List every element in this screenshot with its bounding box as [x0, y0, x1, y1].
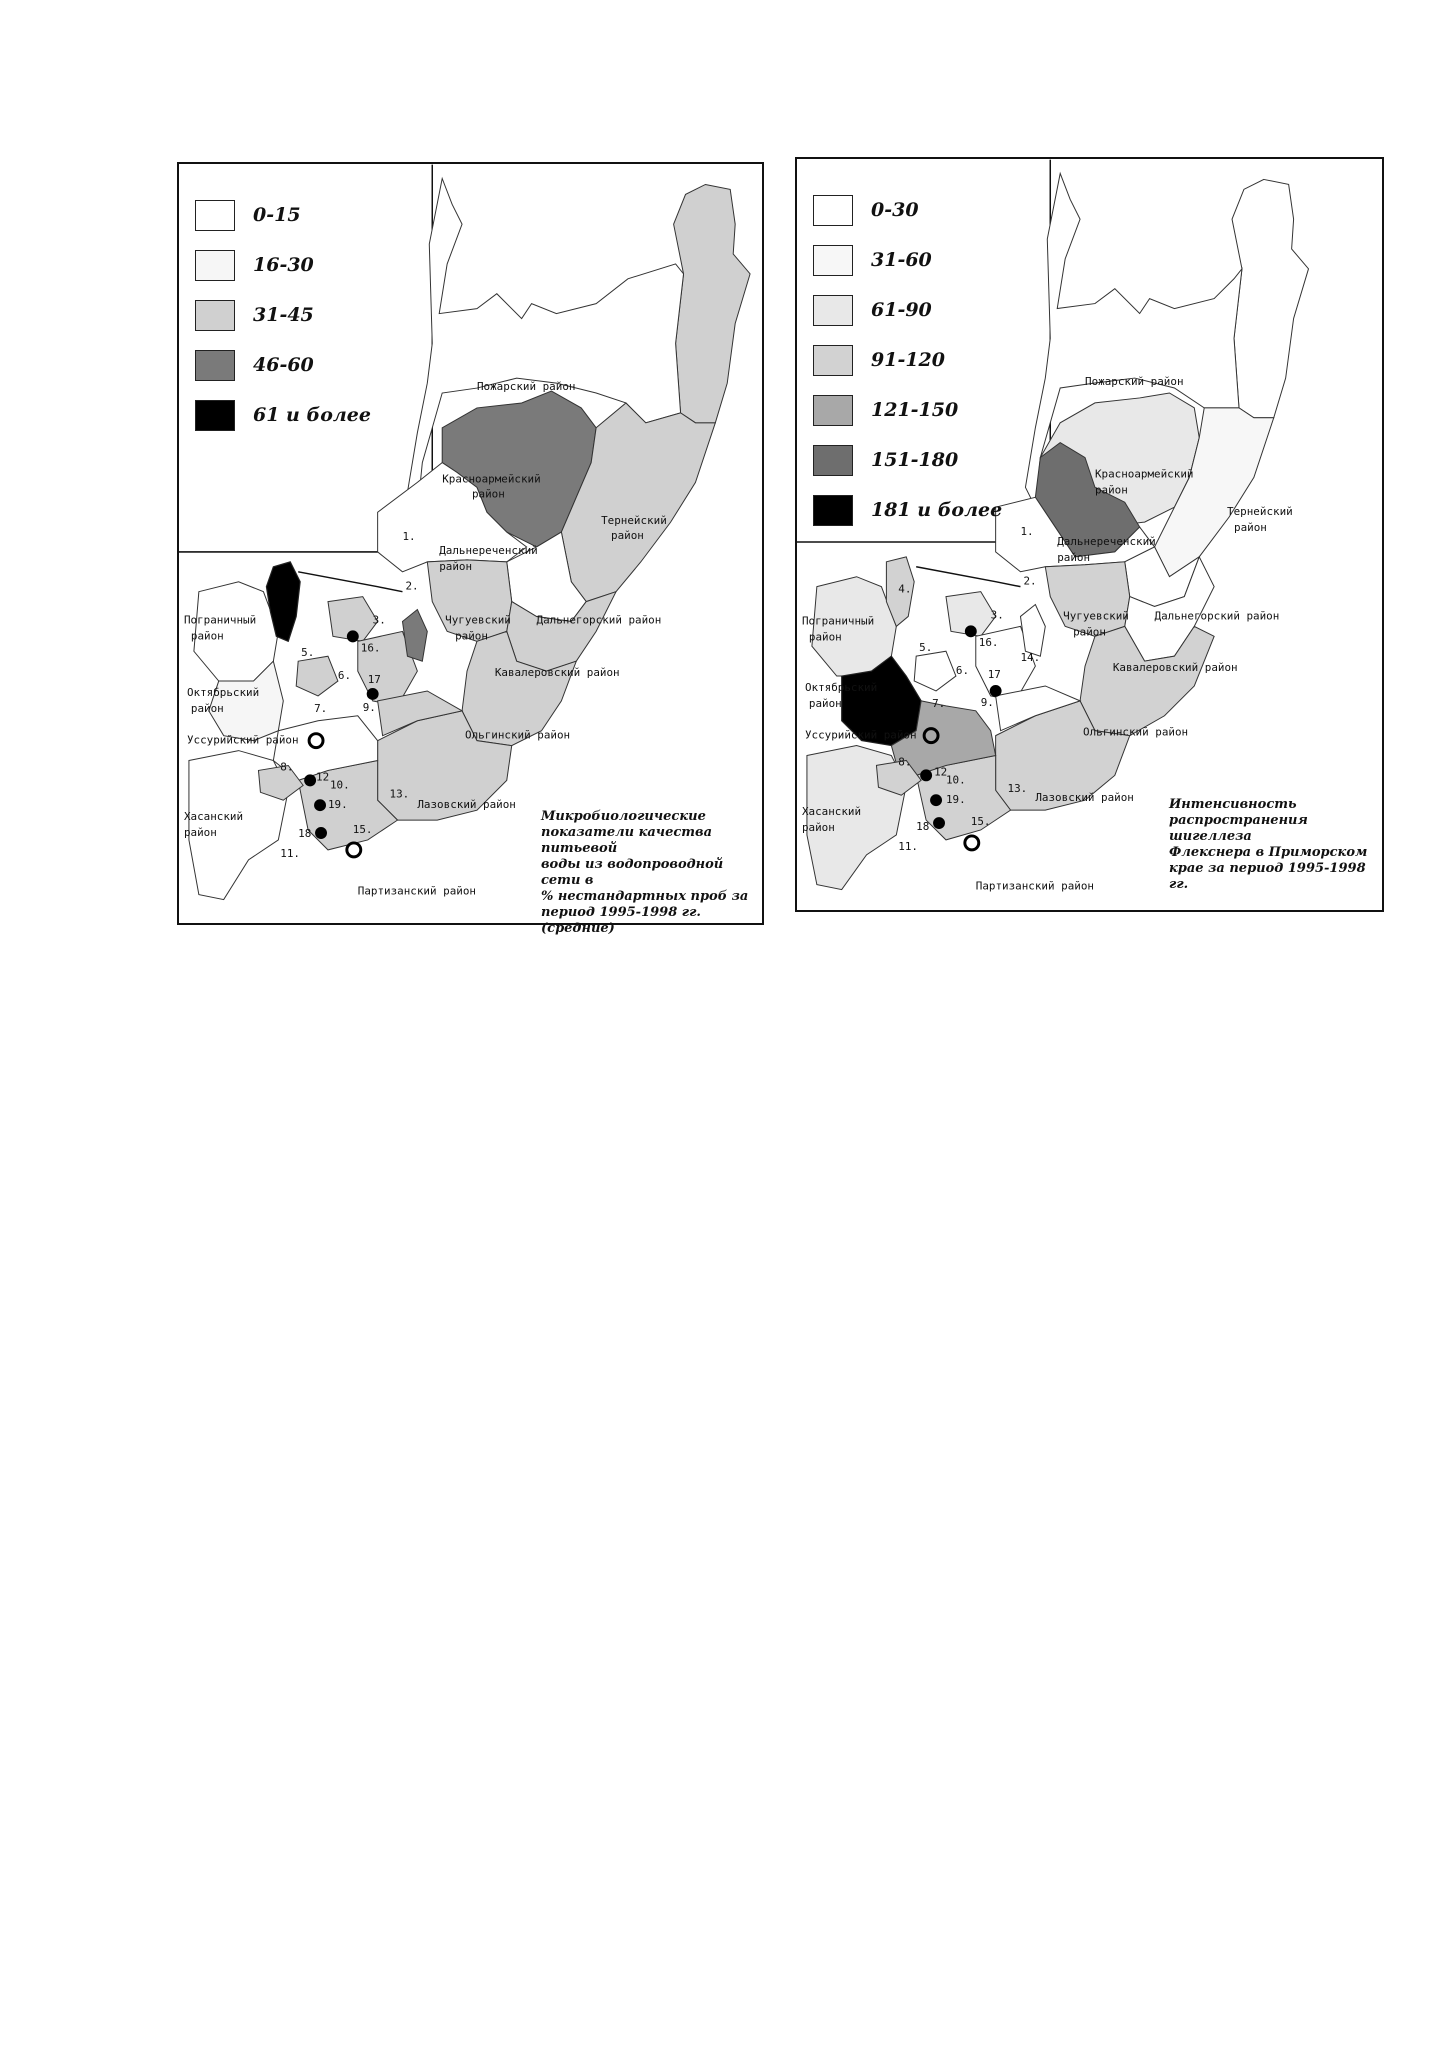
- district-label-dalnerechensky: Дальнереченский: [1057, 534, 1156, 548]
- district-number: 3.: [372, 613, 386, 627]
- district-label-dalnegorsky: Дальнегорский район: [1154, 609, 1280, 623]
- district-label-dalnerechensky: Дальнереченский: [439, 543, 538, 557]
- legend-item: [813, 285, 1002, 335]
- legend-swatch: [195, 350, 235, 381]
- district-label-dalnerechensky: район: [1057, 550, 1091, 564]
- legend-swatch: [813, 395, 853, 426]
- district-label-kavalerovsky: Кавалеровский район: [494, 666, 620, 680]
- district-number: 9.: [362, 700, 376, 714]
- district-number: 9.: [980, 695, 994, 709]
- district-label-chuguevsky: Чугуевский: [445, 613, 511, 627]
- district-number: 6.: [955, 664, 970, 678]
- district-number: 7.: [314, 701, 328, 715]
- district-label-terneysky: Тернейский: [1227, 505, 1293, 519]
- caption-line: Интенсивность: [1169, 797, 1297, 812]
- legend-item: [813, 335, 1002, 385]
- legend-swatch: [813, 195, 853, 226]
- caption-line: показатели качества питьевой: [541, 825, 712, 856]
- district-number: 2.: [405, 579, 419, 593]
- district-number: 15.: [970, 815, 991, 829]
- legend-item: [195, 290, 371, 340]
- legend-label: 16-30: [253, 254, 314, 276]
- district-number: 5.: [301, 646, 315, 660]
- legend-item: [813, 185, 1002, 235]
- district-label-oktyabrsky: район: [808, 696, 842, 710]
- legend-swatch: [813, 445, 853, 476]
- district-label-khasansky: Хасанский: [801, 805, 862, 819]
- legend-label: 91-120: [871, 349, 945, 371]
- caption-line: крае за период 1995-1998 гг.: [1169, 861, 1366, 892]
- legend-label: 31-45: [253, 304, 314, 326]
- district-label-lazovsky: Лазовский район: [1035, 791, 1134, 805]
- district-number: 12: [934, 765, 948, 779]
- map-caption: [541, 809, 761, 937]
- legend-label: 31-60: [871, 249, 932, 271]
- district-label-pogranichny: Пограничный: [183, 613, 257, 627]
- legend-item: [195, 340, 371, 390]
- legend-item: [813, 485, 1002, 535]
- legend-label: 0-30: [871, 199, 919, 221]
- city-marker: [367, 688, 379, 700]
- district-number: 1.: [1020, 524, 1034, 538]
- city-marker: [315, 827, 327, 839]
- district-label-chuguevsky: район: [1073, 625, 1106, 639]
- legend-label: 46-60: [253, 354, 314, 376]
- city-marker: [304, 774, 316, 786]
- district-number: 7.: [932, 696, 946, 710]
- legend-swatch: [195, 400, 235, 431]
- district-label-olginsky: Ольгинский район: [465, 728, 571, 742]
- region-north: [674, 184, 750, 422]
- caption-line: Флекснера в Приморском: [1169, 845, 1368, 860]
- district-number: 3.: [990, 608, 1004, 622]
- district-label-krasnoarmeysky: Красноармейский: [1094, 467, 1194, 481]
- district-label-pogranichny: район: [190, 629, 224, 643]
- district-number: 15.: [352, 823, 373, 837]
- district-label-ussuriysky: Уссурийский район: [186, 733, 299, 747]
- legend-label: 121-150: [871, 399, 959, 421]
- legend-swatch: [813, 245, 853, 276]
- district-number: 8.: [280, 760, 294, 774]
- district-number: 11.: [898, 839, 919, 853]
- district-label-krasnoarmeysky: район: [1094, 483, 1128, 497]
- district-number: 16.: [360, 641, 381, 655]
- district-label-pogranichny: Пограничный: [801, 614, 875, 628]
- district-label-chuguevsky: Чугуевский: [1063, 609, 1129, 623]
- district-number: 5.: [919, 641, 933, 655]
- legend-item: [195, 390, 371, 440]
- legend: [813, 185, 1002, 535]
- district-number: 14.: [1020, 651, 1041, 665]
- region-north: [1232, 179, 1308, 417]
- city-marker: [965, 836, 979, 850]
- legend-swatch: [195, 200, 235, 231]
- city-marker: [314, 799, 326, 811]
- district-number: 4.: [898, 582, 912, 596]
- legend-item: [195, 190, 371, 240]
- district-label-partizansky: Партизанский район: [357, 884, 476, 898]
- legend-swatch: [195, 250, 235, 281]
- district-number: 16.: [978, 636, 999, 650]
- district-label-pogranichny: район: [808, 630, 842, 644]
- district-label-terneysky: район: [1234, 521, 1267, 535]
- city-marker: [347, 630, 359, 642]
- district-label-pozharsky: Пожарский район: [1085, 375, 1184, 389]
- district-label-kavalerovsky: Кавалеровский район: [1112, 661, 1238, 675]
- legend-item: [813, 385, 1002, 435]
- legend-label: 61-90: [871, 299, 932, 321]
- district-number: 12: [316, 770, 330, 784]
- region-d6: [296, 656, 338, 696]
- map-panel-shigellosis: [795, 157, 1384, 912]
- district-label-terneysky: Тернейский: [601, 514, 667, 528]
- legend-label: 61 и более: [253, 404, 371, 426]
- legend-label: 151-180: [871, 449, 959, 471]
- district-label-partizansky: Партизанский район: [975, 879, 1094, 893]
- district-number: 17: [987, 668, 1001, 682]
- district-label-khasansky: район: [801, 820, 835, 834]
- district-number: 1.: [402, 530, 416, 544]
- district-label-terneysky: район: [611, 529, 644, 543]
- district-number: 10.: [945, 773, 966, 787]
- district-label-khasansky: Хасанский: [183, 810, 244, 824]
- district-number: 13.: [1007, 782, 1028, 796]
- district-label-ussuriysky: Уссурийский район: [804, 728, 917, 742]
- city-marker: [933, 817, 945, 829]
- legend-swatch: [813, 495, 853, 526]
- district-label-lazovsky: Лазовский район: [417, 798, 516, 812]
- caption-line: распространения шигеллеза: [1169, 813, 1308, 844]
- district-number: 18: [916, 819, 930, 833]
- legend-swatch: [813, 295, 853, 326]
- legend-item: [813, 235, 1002, 285]
- district-label-khasansky: район: [183, 825, 217, 839]
- city-marker: [965, 625, 977, 637]
- legend-label: 0-15: [253, 204, 301, 226]
- city-marker: [920, 769, 932, 781]
- caption-line: период 1995-1998 гг. (средние): [541, 905, 701, 936]
- district-number: 11.: [280, 846, 301, 860]
- city-marker: [347, 843, 361, 857]
- region-d6: [914, 651, 956, 691]
- legend-label: 181 и более: [871, 499, 1003, 521]
- district-number: 13.: [389, 787, 410, 801]
- legend: [195, 190, 371, 440]
- caption-line: % нестандартных проб за: [541, 889, 749, 904]
- district-label-oktyabrsky: Октябрьский: [804, 680, 878, 694]
- legend-item: [195, 240, 371, 290]
- district-label-krasnoarmeysky: район: [471, 487, 505, 501]
- district-number: 10.: [329, 778, 350, 792]
- district-number: 2.: [1023, 574, 1037, 588]
- legend-swatch: [813, 345, 853, 376]
- district-label-krasnoarmeysky: Красноармейский: [442, 472, 541, 486]
- district-label-pozharsky: Пожарский район: [476, 380, 576, 394]
- district-label-dalnerechensky: район: [439, 559, 473, 573]
- district-number: 19.: [327, 798, 348, 812]
- district-label-oktyabrsky: район: [190, 701, 224, 715]
- city-marker: [930, 794, 942, 806]
- legend-swatch: [195, 300, 235, 331]
- district-label-dalnegorsky: Дальнегорский район: [536, 613, 662, 627]
- map-caption: [1169, 797, 1379, 893]
- district-number: 18: [298, 826, 312, 840]
- caption-line: воды из водопроводной сети в: [541, 857, 724, 888]
- district-number: 19.: [945, 793, 966, 807]
- district-number: 8.: [898, 755, 912, 769]
- district-label-olginsky: Ольгинский район: [1083, 725, 1189, 739]
- district-number: 17: [367, 673, 381, 687]
- map-panel-water-quality: [177, 162, 764, 936]
- caption-line: Микробиологические: [541, 809, 706, 824]
- legend-item: [813, 435, 1002, 485]
- district-number: 6.: [337, 669, 352, 683]
- district-label-chuguevsky: район: [455, 629, 488, 643]
- district-label-oktyabrsky: Октябрьский: [186, 685, 260, 699]
